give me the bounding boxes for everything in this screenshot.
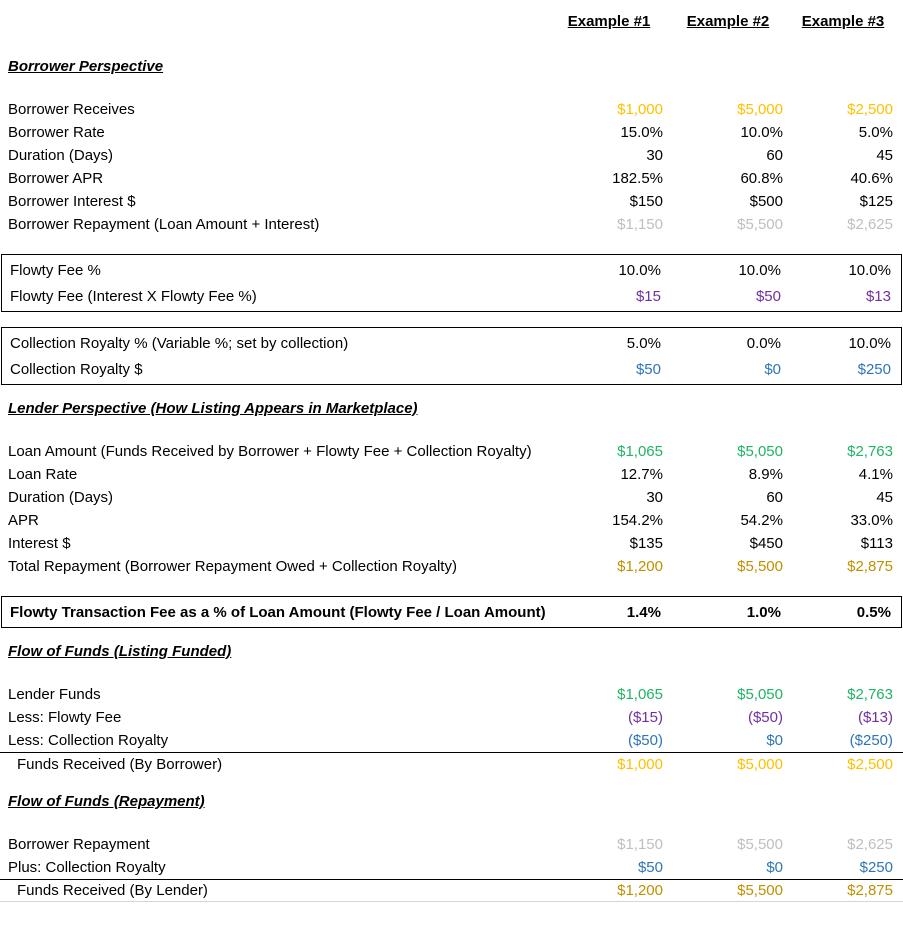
value-cell: $0: [766, 732, 783, 749]
value-cell: 33.0%: [850, 512, 893, 529]
value-cell: 60: [766, 147, 783, 164]
boxed-row-group: [1, 327, 902, 385]
value-cell: 1.4%: [626, 603, 661, 621]
table-row-total-repayment-borrower-repayment-owed-collecti: [0, 555, 903, 578]
value-cell: 15.0%: [620, 124, 663, 141]
row-label: Lender Funds: [8, 686, 101, 703]
value-cell: $50: [637, 859, 663, 876]
value-cell: $15: [635, 287, 661, 305]
value-cell: ($13): [857, 709, 893, 726]
value-cell: ($15): [627, 709, 663, 726]
value-cell: $0: [766, 859, 783, 876]
column-header-row: [0, 12, 903, 30]
value-cell: 10.0%: [740, 124, 783, 141]
row-label: Flowty Transaction Fee as a % of Loan Amount (Flowty Fee / Loan Amount): [10, 603, 546, 621]
column-header-example-1: Example #1: [567, 12, 651, 30]
row-label: Borrower Repayment (Loan Amount + Interest): [8, 216, 320, 233]
row-group: [0, 98, 903, 236]
value-cell: $135: [629, 535, 663, 552]
value-cell: 8.9%: [748, 466, 783, 483]
table-row-collection-royalty: [2, 356, 901, 382]
value-cell: 182.5%: [612, 170, 663, 187]
value-cell: $1,150: [617, 216, 663, 233]
row-group: [0, 833, 903, 902]
value-cell: $50: [635, 360, 661, 378]
value-cell: 154.2%: [612, 512, 663, 529]
value-cell: 1.0%: [746, 603, 781, 621]
table-row-borrower-receives: [0, 98, 903, 121]
table-row-funds-received-by-borrower: [0, 752, 903, 775]
boxed-row-group: [1, 596, 902, 628]
column-header-example-3: Example #3: [801, 12, 885, 30]
table-row-flowty-transaction-fee-as-a-of-loan-amount-flowt: [2, 599, 901, 625]
value-cell: $5,050: [737, 686, 783, 703]
row-label: Funds Received (By Lender): [17, 882, 208, 899]
row-group: [0, 440, 903, 578]
value-cell: $450: [749, 535, 783, 552]
value-cell: $1,065: [617, 686, 663, 703]
value-cell: 45: [876, 147, 893, 164]
row-label: Borrower Repayment: [8, 836, 150, 853]
value-cell: 10.0%: [738, 261, 781, 279]
value-cell: $5,000: [737, 755, 783, 773]
value-cell: $150: [629, 193, 663, 210]
table-row-borrower-repayment-loan-amount-interest: [0, 213, 903, 236]
value-cell: $2,875: [847, 558, 893, 575]
value-cell: 54.2%: [740, 512, 783, 529]
row-label: Collection Royalty $: [10, 360, 143, 378]
section-heading-borrower-perspective: Borrower Perspective: [8, 58, 164, 75]
value-cell: $250: [859, 859, 893, 876]
value-cell: $2,500: [847, 101, 893, 118]
value-cell: $2,500: [847, 755, 893, 773]
boxed-row-group: [1, 254, 902, 312]
row-label: Collection Royalty % (Variable %; set by collection): [10, 334, 349, 352]
value-cell: $1,200: [617, 558, 663, 575]
value-cell: ($250): [849, 732, 893, 749]
value-cell: 45: [876, 489, 893, 506]
value-cell: $5,500: [737, 558, 783, 575]
table-row-flowty-fee: [2, 257, 901, 283]
row-label: Flowty Fee %: [10, 261, 101, 279]
value-cell: $2,875: [847, 882, 893, 899]
table-row-loan-amount-funds-received-by-borrower-flowty-fe: [0, 440, 903, 463]
value-cell: $5,500: [737, 836, 783, 853]
value-cell: $1,065: [617, 443, 663, 460]
column-header-example-2: Example #2: [686, 12, 770, 30]
table-row-less-collection-royalty: [0, 729, 903, 752]
value-cell: 0.5%: [856, 603, 891, 621]
table-row-loan-rate: [0, 463, 903, 486]
value-cell: ($50): [747, 709, 783, 726]
value-cell: $125: [859, 193, 893, 210]
value-cell: $0: [764, 360, 781, 378]
value-cell: 30: [646, 489, 663, 506]
table-row-borrower-repayment: [0, 833, 903, 856]
row-group: [0, 683, 903, 775]
table-row-lender-funds: [0, 683, 903, 706]
value-cell: $1,000: [617, 101, 663, 118]
row-label: Borrower APR: [8, 170, 104, 187]
row-label: APR: [8, 512, 39, 529]
row-label: Borrower Receives: [8, 101, 135, 118]
row-label: Less: Flowty Fee: [8, 709, 122, 726]
value-cell: 60: [766, 489, 783, 506]
row-label: Plus: Collection Royalty: [8, 859, 166, 876]
value-cell: $5,050: [737, 443, 783, 460]
row-label: Duration (Days): [8, 489, 114, 506]
row-label: Less: Collection Royalty: [8, 732, 169, 749]
table-row-collection-royalty-variable-set-by-collection: [2, 330, 901, 356]
value-cell: $13: [865, 287, 891, 305]
value-cell: 10.0%: [848, 334, 891, 352]
value-cell: 60.8%: [740, 170, 783, 187]
table-row-borrower-interest: [0, 190, 903, 213]
table-row-plus-collection-royalty: [0, 856, 903, 879]
table-row-duration-days: [0, 144, 903, 167]
value-cell: 10.0%: [848, 261, 891, 279]
value-cell: $500: [749, 193, 783, 210]
row-label: Total Repayment (Borrower Repayment Owed + Collection Royalty): [8, 558, 457, 575]
value-cell: $1,150: [617, 836, 663, 853]
section-heading-flow-of-funds-repayment: Flow of Funds (Repayment): [8, 793, 205, 810]
table-row-apr: [0, 509, 903, 532]
value-cell: $2,625: [847, 836, 893, 853]
row-label: Funds Received (By Borrower): [17, 755, 223, 773]
section-heading-flow-of-funds-listing-funded: Flow of Funds (Listing Funded): [8, 643, 232, 660]
value-cell: $2,763: [847, 443, 893, 460]
table-row-funds-received-by-lender: [0, 879, 903, 902]
value-cell: 10.0%: [618, 261, 661, 279]
table-row-borrower-rate: [0, 121, 903, 144]
table-row-less-flowty-fee: [0, 706, 903, 729]
row-label: Loan Amount (Funds Received by Borrower + Flowty Fee + Collection Royalty): [8, 443, 532, 460]
value-cell: $50: [755, 287, 781, 305]
table-row-interest: [0, 532, 903, 555]
value-cell: 5.0%: [626, 334, 661, 352]
value-cell: $250: [857, 360, 891, 378]
value-cell: 0.0%: [746, 334, 781, 352]
value-cell: $5,500: [737, 882, 783, 899]
value-cell: $1,000: [617, 755, 663, 773]
row-label: Interest $: [8, 535, 71, 552]
table-row-flowty-fee-interest-x-flowty-fee: [2, 283, 901, 309]
value-cell: $2,625: [847, 216, 893, 233]
row-label: Borrower Rate: [8, 124, 105, 141]
value-cell: 30: [646, 147, 663, 164]
table-row-duration-days: [0, 486, 903, 509]
value-cell: $2,763: [847, 686, 893, 703]
value-cell: ($50): [627, 732, 663, 749]
value-cell: 5.0%: [858, 124, 893, 141]
value-cell: $1,200: [617, 882, 663, 899]
value-cell: 40.6%: [850, 170, 893, 187]
row-label: Loan Rate: [8, 466, 78, 483]
section-heading-lender-perspective-how-listing-appears-in-market: Lender Perspective (How Listing Appears in Marketplace): [8, 400, 418, 417]
value-cell: $5,500: [737, 216, 783, 233]
value-cell: $113: [860, 535, 893, 552]
table-row-borrower-apr: [0, 167, 903, 190]
row-label: Borrower Interest $: [8, 193, 136, 210]
value-cell: 12.7%: [620, 466, 663, 483]
value-cell: 4.1%: [858, 466, 893, 483]
row-label: Flowty Fee (Interest X Flowty Fee %): [10, 287, 257, 305]
row-label: Duration (Days): [8, 147, 114, 164]
value-cell: $5,000: [737, 101, 783, 118]
